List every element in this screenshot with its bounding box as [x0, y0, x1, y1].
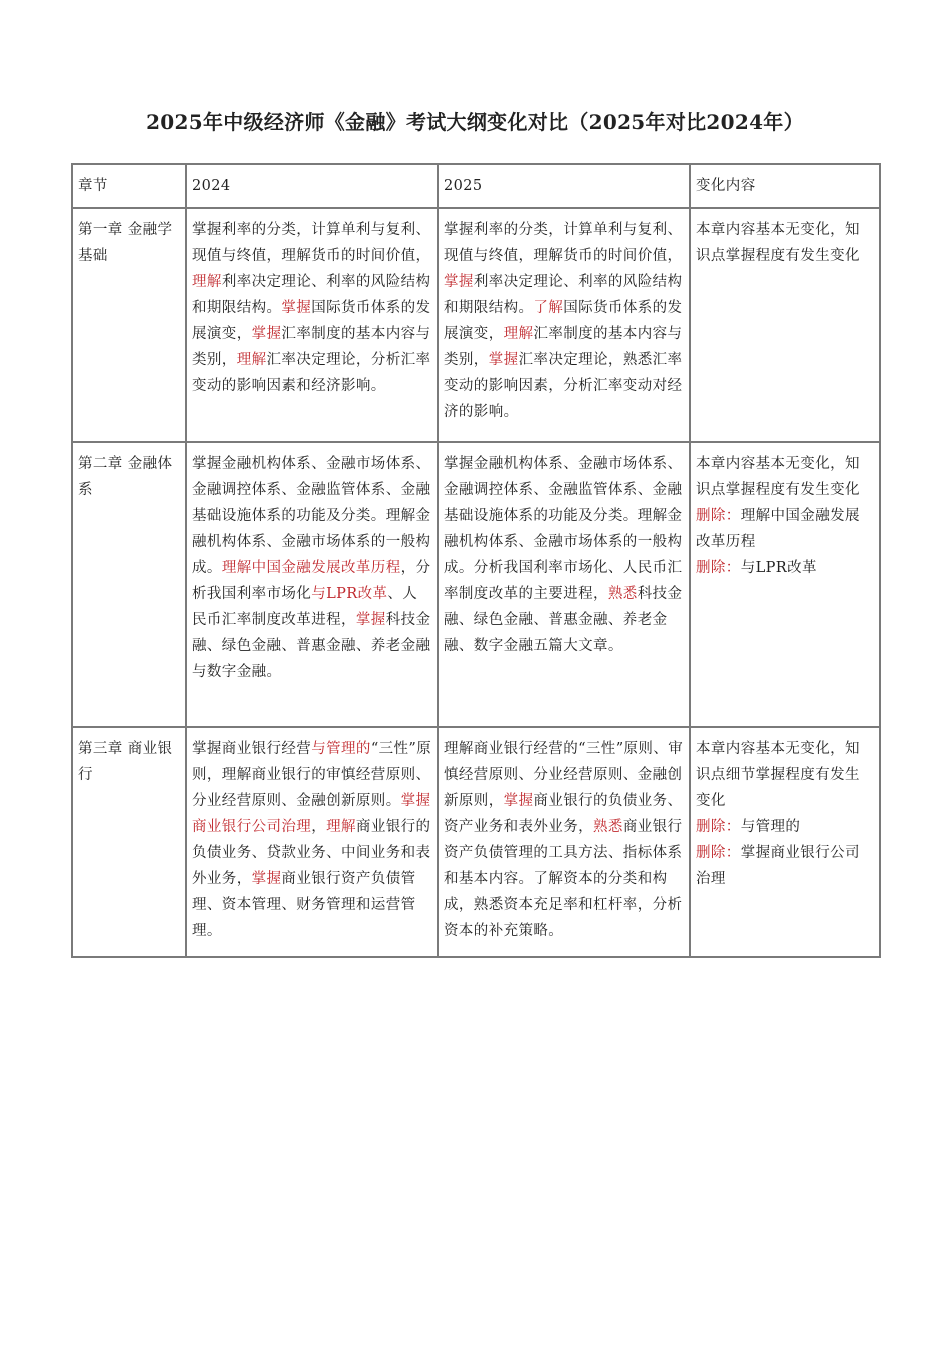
cell-text: 本章内容基本无变化，知识点细节掌握程度有发生变化 [696, 741, 860, 809]
cell-text: 利率决定理论、利率的风险结构和期限结构。 [192, 274, 431, 316]
highlighted-text: 掌握 [251, 871, 282, 887]
cell-text: 掌握利率的分类，计算单利与复利、现值与终值，理解货币的时间价值， [444, 222, 683, 264]
table-row [72, 442, 880, 727]
cell-text: ，分析我国利率市场化 [192, 560, 431, 602]
cell-text: 与LPR改革 [740, 560, 817, 576]
cell-text: “三性”原则，理解商业银行的审慎经营原则、分业经营原则、金融创新原则。 [192, 741, 432, 809]
cell-text: 商业银行资产负债管理、资本管理、财务管理和运营管理。 [192, 871, 416, 939]
cell-text: 商业银行资产负债管理的工具方法、指标体系和基本内容。了解资本的分类和构成，熟悉资本充足率和杠杆率，分析资本的补充策略。 [444, 819, 683, 939]
highlighted-text: 掌握 [444, 274, 474, 290]
syllabus-2024-cell [186, 442, 438, 727]
highlighted-text: 掌握 [503, 793, 534, 809]
cell-text: 、人民币汇率制度改革进程， [192, 586, 418, 628]
highlighted-text: 与管理的 [311, 741, 371, 757]
syllabus-2025-cell [438, 727, 690, 957]
highlighted-text: 删除： [696, 560, 741, 576]
highlighted-text: 删除： [696, 819, 741, 835]
chapter-cell: 第二章 金融体系 [72, 442, 186, 727]
highlighted-text: 掌握 [251, 326, 282, 342]
cell-text: 掌握利率的分类，计算单利与复利、现值与终值，理解货币的时间价值， [192, 222, 431, 264]
cell-text: ， [311, 819, 327, 835]
cell-text: 汇率决定理论，分析汇率变动的影响因素和经济影响。 [192, 352, 431, 394]
syllabus-2025-cell [438, 208, 690, 442]
syllabus-2024-cell [186, 727, 438, 957]
syllabus-comparison-table [71, 163, 881, 958]
highlighted-text: 理解 [326, 819, 356, 835]
highlighted-text: 与LPR改革 [311, 586, 388, 602]
header-change: 变化内容 [690, 164, 880, 208]
table-row [72, 208, 880, 442]
cell-text: 商业银行的负债业务、资产业务和表外业务， [444, 793, 683, 835]
cell-text: 理解中国金融发展改革历程 [696, 508, 860, 550]
highlighted-text: 掌握 [281, 300, 312, 316]
change-cell [690, 442, 880, 727]
cell-text: 国际货币体系的发展演变， [444, 300, 683, 342]
cell-text: 掌握金融机构体系、金融市场体系、金融调控体系、金融监管体系、金融基础设施体系的功能及分类。理解金融机构体系、金融市场体系的一般构成。分析我国利率市场化、人民币汇率制度改革的主要进程， [444, 456, 683, 602]
cell-text: 本章内容基本无变化，知识点掌握程度有发生变化 [696, 456, 860, 498]
cell-text: 科技金融、绿色金融、普惠金融、养老金融与数字金融。 [192, 612, 431, 680]
cell-text: 掌握商业银行公司治理 [696, 845, 860, 887]
highlighted-text: 了解 [533, 300, 564, 316]
highlighted-text: 掌握 [488, 352, 519, 368]
highlighted-text: 理解中国金融发展改革历程 [221, 560, 401, 576]
highlighted-text: 掌握商业银行公司治理 [192, 793, 431, 835]
table-row [72, 727, 880, 957]
syllabus-2024-cell [186, 208, 438, 442]
highlighted-text: 理解 [192, 274, 222, 290]
cell-text: 汇率制度的基本内容与类别， [444, 326, 683, 368]
highlighted-text: 熟悉 [607, 586, 638, 602]
cell-text: 汇率制度的基本内容与类别， [192, 326, 431, 368]
cell-text: 掌握金融机构体系、金融市场体系、金融调控体系、金融监管体系、金融基础设施体系的功能及分类。理解金融机构体系、金融市场体系的一般构成。 [192, 456, 431, 576]
chapter-cell: 第三章 商业银行 [72, 727, 186, 957]
cell-text: 理解商业银行经营的“三性”原则、审慎经营原则、分业经营原则、金融创新原则， [444, 741, 684, 809]
change-cell [690, 208, 880, 442]
cell-text: 国际货币体系的发展演变， [192, 300, 431, 342]
syllabus-2025-cell [438, 442, 690, 727]
highlighted-text: 理解 [503, 326, 534, 342]
page-title: 2025年中级经济师《金融》考试大纲变化对比（2025年对比2024年） [146, 110, 804, 134]
cell-text: 科技金融、绿色金融、普惠金融、养老金融、数字金融五篇大文章。 [444, 586, 683, 654]
highlighted-text: 删除： [696, 845, 741, 861]
header-2024: 2024 [186, 164, 438, 208]
change-cell [690, 727, 880, 957]
highlighted-text: 理解 [236, 352, 267, 368]
table-header-row [72, 164, 880, 208]
cell-text: 汇率决定理论，熟悉汇率变动的影响因素，分析汇率变动对经济的影响。 [444, 352, 683, 420]
cell-text: 本章内容基本无变化，知识点掌握程度有发生变化 [696, 222, 860, 264]
chapter-cell: 第一章 金融学基础 [72, 208, 186, 442]
highlighted-text: 掌握 [355, 612, 386, 628]
highlighted-text: 熟悉 [593, 819, 623, 835]
cell-text: 与管理的 [740, 819, 801, 835]
header-2025: 2025 [438, 164, 690, 208]
cell-text: 利率决定理论、利率的风险结构和期限结构。 [444, 274, 683, 316]
cell-text: 掌握商业银行经营 [192, 741, 312, 757]
highlighted-text: 删除： [696, 508, 741, 524]
cell-text: 商业银行的负债业务、贷款业务、中间业务和表外业务， [192, 819, 431, 887]
header-chapter: 章节 [72, 164, 186, 208]
